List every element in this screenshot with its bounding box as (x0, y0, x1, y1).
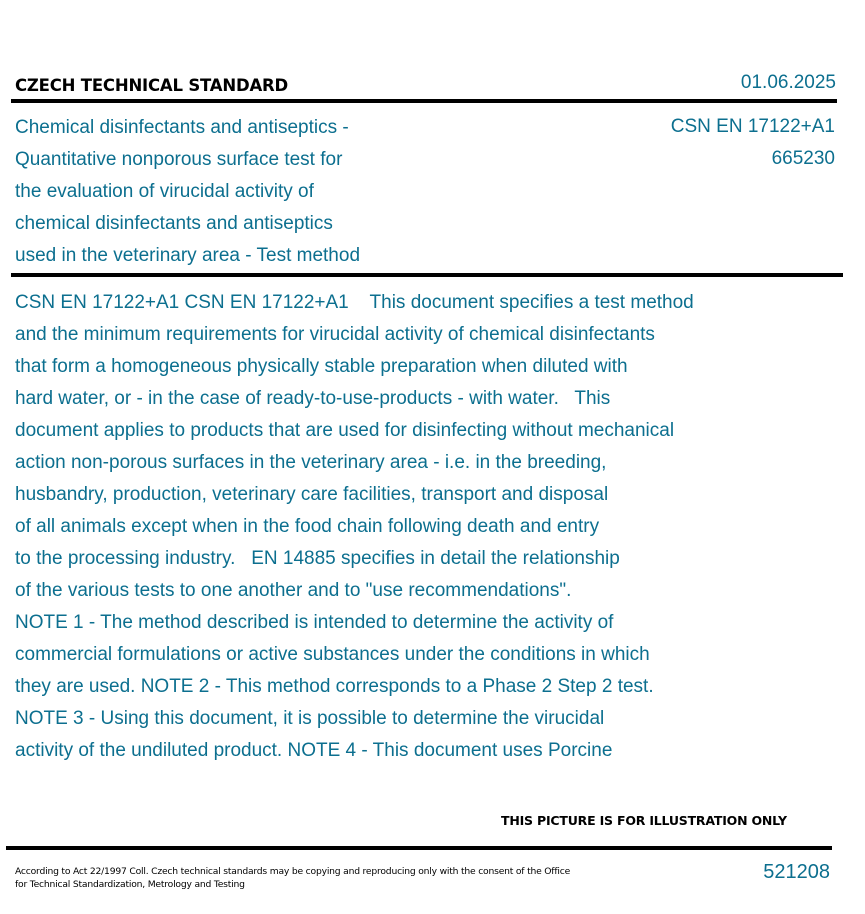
abstract-line: to the processing industry. EN 14885 specifies in detail the relationship (15, 548, 620, 569)
abstract-line: of all animals except when in the food chain following death and entry (15, 516, 600, 537)
title-line: Chemical disinfectants and antiseptics - (15, 117, 349, 138)
header-rule (11, 99, 837, 103)
abstract-line: CSN EN 17122+A1 CSN EN 17122+A1 This document specifies a test method (15, 292, 694, 313)
abstract-line: action non-porous surfaces in the veterinary area - i.e. in the breeding, (15, 452, 607, 473)
document-type-label: CZECH TECHNICAL STANDARD (15, 76, 289, 95)
abstract-line: hard water, or - in the case of ready-to-use-products - with water. This (15, 388, 611, 409)
publication-date: 01.06.2025 (740, 72, 836, 93)
standard-code: CSN EN 17122+A1 (670, 116, 835, 137)
legal-notice-line: for Technical Standardization, Metrology and Testing (15, 879, 245, 890)
abstract-line: of the various tests to one another and to "use recommendations". (15, 580, 572, 601)
abstract-line: NOTE 3 - Using this document, it is possible to determine the virucidal (15, 708, 605, 729)
abstract-line: activity of the undiluted product. NOTE 4 - This document uses Porcine (15, 740, 613, 761)
title-line: the evaluation of virucidal activity of (15, 181, 314, 202)
title-line: chemical disinfectants and antiseptics (15, 213, 333, 234)
abstract-line: that form a homogeneous physically stable preparation when diluted with (15, 356, 628, 377)
standard-title (15, 112, 360, 272)
title-line: Quantitative nonporous surface test for (15, 149, 343, 170)
abstract-line: and the minimum requirements for virucidal activity of chemical disinfectants (15, 324, 655, 345)
title-rule (11, 273, 843, 277)
legal-notice-line: According to Act 22/1997 Coll. Czech technical standards may be copying and reproducing only with the consent of the Office (15, 866, 571, 877)
legal-notice (15, 865, 595, 891)
abstract-line: commercial formulations or active substances under the conditions in which (15, 644, 650, 665)
abstract-line: NOTE 1 - The method described is intended to determine the activity of (15, 612, 614, 633)
illustration-disclaimer: THIS PICTURE IS FOR ILLUSTRATION ONLY (501, 813, 787, 828)
abstract-text (15, 287, 694, 767)
abstract-line: document applies to products that are used for disinfecting without mechanical (15, 420, 675, 441)
footer-rule (6, 846, 832, 850)
abstract-line: husbandry, production, veterinary care facilities, transport and disposal (15, 484, 609, 505)
abstract-line: they are used. NOTE 2 - This method corresponds to a Phase 2 Step 2 test. (15, 676, 654, 697)
document-number: 521208 (763, 861, 830, 883)
classification-number: 665230 (771, 148, 835, 169)
title-line: used in the veterinary area - Test method (15, 245, 361, 266)
